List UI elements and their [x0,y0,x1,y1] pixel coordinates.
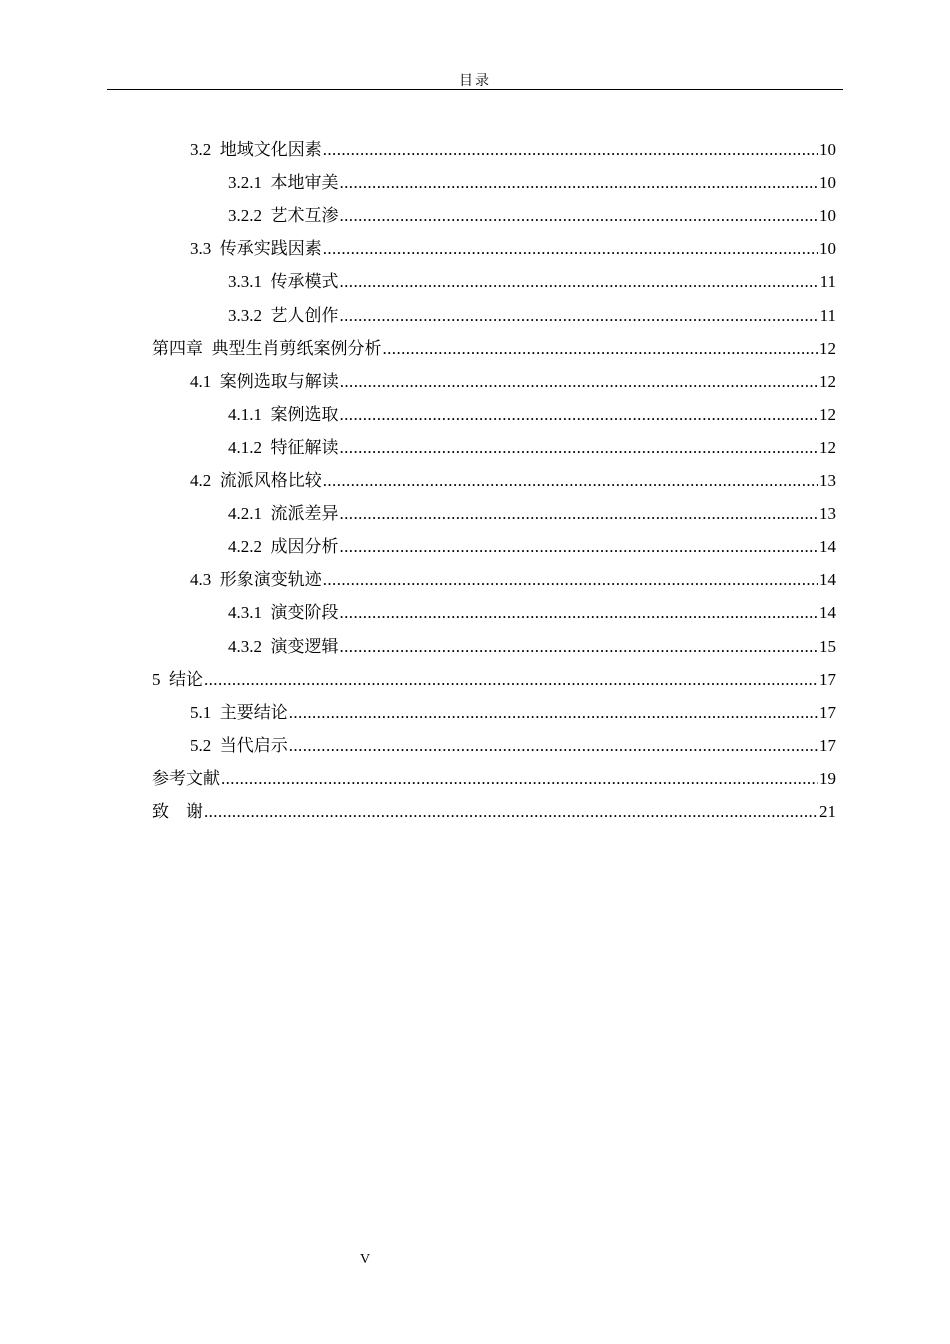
toc-entry-number: 4.2.1 [228,504,262,524]
toc-entry[interactable] [228,268,836,296]
toc-entry-gap [203,335,212,363]
toc-entry-page: 17 [819,669,836,689]
toc-entry-number: 3.2 [190,140,212,159]
toc-entry-page: 10 [819,206,836,226]
toc-entry-gap [161,666,170,694]
footer-page-number: V [360,1252,371,1267]
toc-entry-number: 5 [152,669,161,689]
toc-entry-page: 17 [819,735,836,755]
toc-entry-page: 12 [819,338,836,358]
toc-entry-title: 传承实践因素 [219,239,322,259]
toc-dot-leader [323,467,818,495]
toc-entry[interactable] [228,202,836,230]
toc-entry-title: 地域文化因素 [219,140,322,159]
toc-entry[interactable] [152,335,836,363]
toc-entry-page: 10 [819,173,836,193]
toc-entry[interactable] [228,401,836,429]
toc-entry-page: 14 [819,537,836,557]
toc-entry-page: 10 [819,140,836,159]
toc-entry-page: 11 [819,305,836,325]
toc-entry-title: 参考文献 [152,768,220,788]
toc-entry-title: 形象演变轨迹 [219,570,322,590]
toc-entry-page: 11 [819,272,836,292]
toc-entry[interactable] [190,136,836,164]
toc-entry-number: 4.3 [190,570,212,590]
toc-entry-title: 结论 [169,669,203,689]
toc-entry-gap [262,633,271,661]
page-header-title: 目录 [459,74,491,89]
toc-entry-page: 13 [819,471,836,490]
toc-entry-gap [262,533,271,561]
toc-entry-gap [211,566,220,594]
toc-entry[interactable] [228,302,836,330]
toc-entry[interactable] [190,235,836,263]
toc-entry-number: 5.2 [190,735,212,755]
toc-dot-leader [340,401,819,429]
toc-entry-number: 3.3.1 [228,272,262,292]
toc-entry-gap [262,169,271,197]
toc-entry-title: 案例选取与解读 [219,371,339,391]
toc-entry-title: 艺术互渗 [270,206,339,226]
toc-entry[interactable] [228,599,836,627]
toc-entry-number: 3.3.2 [228,305,262,325]
toc-entry[interactable] [228,169,836,197]
toc-entry-number: 4.3.1 [228,603,262,623]
toc-dot-leader [383,335,819,363]
toc-entry-title: 流派风格比较 [219,471,322,490]
toc-dot-leader [340,599,819,627]
toc-entry-gap [262,434,271,462]
toc-entry-page: 12 [819,371,836,391]
toc-entry-title: 艺人创作 [270,305,339,325]
toc-entry[interactable] [190,732,836,760]
toc-entry-page: 12 [819,404,836,424]
toc-entry-gap [262,599,271,627]
toc-entry-number: 3.2.1 [228,173,262,193]
toc-entry-page: 19 [819,768,836,788]
toc-dot-leader [340,500,819,528]
toc-entry-page: 17 [819,702,836,722]
toc-entry-gap [211,235,220,263]
toc-entry-number: 4.1.2 [228,437,262,457]
toc-entry-title: 成因分析 [270,537,339,557]
toc-entry-page: 10 [819,239,836,259]
toc-entry-number: 第四章 [152,338,203,358]
toc-entry-title: 主要结论 [219,702,288,722]
toc-entry-gap [211,368,220,396]
toc-entry-gap [262,302,271,330]
toc-entry-title: 典型生肖剪纸案例分析 [211,338,382,358]
toc-entry[interactable] [190,566,836,594]
toc-dot-leader [204,666,818,694]
toc-entry-title: 演变逻辑 [270,636,339,656]
toc-dot-leader [340,302,819,330]
toc-entry-gap [211,699,220,727]
toc-entry-page: 14 [819,603,836,623]
toc-dot-leader [323,235,818,263]
toc-entry-number: 4.2.2 [228,537,262,557]
toc-entry-title: 本地审美 [270,173,339,193]
toc-dot-leader [204,798,818,826]
toc-entry[interactable] [190,467,836,495]
toc-entry-gap [262,268,271,296]
toc-entry-number: 4.2 [190,471,212,490]
toc-entry-gap [262,500,271,528]
toc-dot-leader [340,633,819,661]
toc-dot-leader [340,368,818,396]
toc-dot-leader [340,169,819,197]
toc-dot-leader [323,136,818,164]
toc-entry-gap [262,401,271,429]
toc-entry-title: 当代启示 [219,735,288,755]
toc-entry-number: 5.1 [190,702,212,722]
toc-dot-leader [340,533,819,561]
toc-dot-leader [289,732,818,760]
toc-entry-gap [211,467,220,495]
toc-entry-page: 15 [819,636,836,656]
toc-entry-page: 13 [819,504,836,524]
toc-dot-leader [340,202,819,230]
toc-dot-leader [289,699,818,727]
toc-entry-title: 演变阶段 [270,603,339,623]
toc-entry-gap [211,136,220,164]
toc-entry-gap [211,732,220,760]
toc-entry[interactable] [190,368,836,396]
toc-entry-title: 流派差异 [270,504,339,524]
toc-dot-leader [221,765,818,793]
toc-entry-gap [262,202,271,230]
toc-entry-page: 12 [819,437,836,457]
toc-entry-number: 3.2.2 [228,206,262,226]
toc-entry[interactable] [152,765,836,793]
toc-entry-title: 传承模式 [270,272,339,292]
toc-entry[interactable] [228,633,836,661]
toc-entry[interactable] [152,666,836,694]
header-divider [107,89,843,90]
toc-entry[interactable] [190,699,836,727]
toc-dot-leader [323,566,818,594]
toc-entry[interactable] [228,434,836,462]
toc-entry-page: 14 [819,570,836,590]
toc-entry-page: 21 [819,802,836,821]
toc-entry-number: 3.3 [190,239,212,259]
toc-entry[interactable] [152,798,836,826]
toc-entry-title: 特征解读 [270,437,339,457]
toc-dot-leader [340,268,819,296]
toc-entry-number: 4.3.2 [228,636,262,656]
toc-entry-title: 案例选取 [270,404,339,424]
toc-entry-title: 致 谢 [152,802,203,821]
toc-entry-number: 4.1 [190,371,212,391]
toc-entry-number: 4.1.1 [228,404,262,424]
toc-entry[interactable] [228,533,836,561]
toc-entry[interactable] [228,500,836,528]
toc-dot-leader [340,434,819,462]
